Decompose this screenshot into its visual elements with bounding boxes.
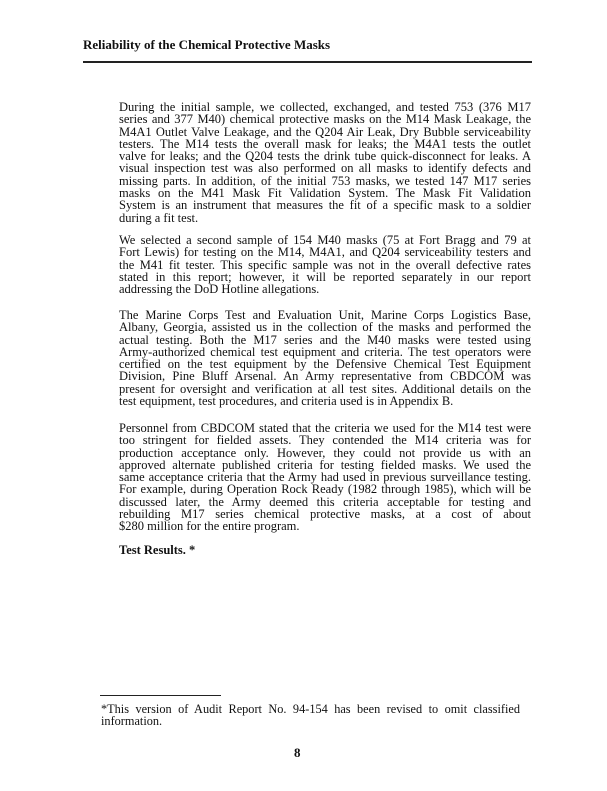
text-line: visual inspection test was also performed on all masks to identify defects and (119, 161, 531, 176)
text-line: rebuilding M17 series chemical protective masks, at a cost of about (119, 507, 531, 522)
text-line: present for oversight and verification at all test sites. Additional details on the (119, 381, 531, 396)
text-line: same acceptance criteria that the Army had used in previous surveillance testing. (119, 470, 531, 485)
text-line: stated in this report; however, it will be reported separately in our report (119, 269, 531, 284)
text-line: Division, Pine Bluff Arsenal. An Army representative from CBDCOM was (119, 369, 531, 384)
text-line: testers. The M14 tests the overall mask for leaks; the M4A1 tests the outlet (119, 136, 531, 151)
text-line: For example, during Operation Rock Ready (1982 through 1985), which will be (119, 482, 531, 497)
text-line: series and 377 M40) chemical protective masks on the M14 Mask Leakage, the (119, 112, 531, 127)
footnote-rule (100, 695, 221, 696)
paragraph-initial-sample (119, 101, 531, 224)
text-line: The Marine Corps Test and Evaluation Unit, Marine Corps Logistics Base, (119, 308, 531, 322)
text-line: addressing the DoD Hotline allegations. (119, 282, 320, 297)
text-line: Army-authorized chemical test equipment and criteria. The test operators were (119, 344, 531, 359)
footnote-line: information. (101, 714, 163, 729)
text-line: System is an instrument that measures the fit of a specific mask to a soldier (119, 198, 531, 213)
header-rule (83, 61, 532, 63)
paragraph-marine-corps-testing (119, 309, 531, 407)
footnote (101, 703, 520, 728)
text-line: certified on the test equipment by the Defensive Chemical Test Equipment (119, 357, 531, 372)
text-line: actual testing. Both the M17 series and the M40 masks were tested using (119, 332, 531, 347)
text-line: discussed later, the Army deemed this criteria acceptable for testing and (119, 494, 531, 509)
text-line: too stringent for fielded assets. They contended the M14 criteria was for (119, 433, 531, 448)
text-line: test equipment, test procedures, and criteria used is in Appendix B. (119, 394, 454, 409)
text-line: the M41 fit tester. This specific sample was not in the overall defective rates (119, 257, 531, 272)
text-line: During the initial sample, we collected, exchanged, and tested 753 (376 M17 (119, 100, 531, 114)
text-line: approved alternate published criteria for testing fielded masks. We used the (119, 457, 531, 472)
text-line: Albany, Georgia, assisted us in the collection of the masks and performed the (119, 320, 531, 335)
text-line: Fort Lewis) for testing on the M14, M4A1, and Q204 serviceability testers and (119, 245, 531, 260)
text-line: during a fit test. (119, 210, 199, 225)
text-line: masks on the M41 Mask Fit Validation System. The Mask Fit Validation (119, 186, 531, 201)
text-line: $280 million for the entire program. (119, 519, 300, 534)
text-line: Personnel from CBDCOM stated that the criteria we used for the M14 test were (119, 421, 531, 435)
running-header: Reliability of the Chemical Protective Masks (83, 37, 331, 52)
section-heading-test-results: Test Results. * (119, 543, 196, 557)
paragraph-cbdcom-criteria (119, 422, 531, 533)
footnote-line: *This version of Audit Report No. 94-154 has been revised to omit classified (101, 702, 520, 716)
text-line: M4A1 Outlet Valve Leakage, and the Q204 Air Leak, Dry Bubble serviceability (119, 124, 531, 139)
text-line: We selected a second sample of 154 M40 masks (75 at Fort Bragg and 79 at (119, 233, 531, 247)
text-line: missing parts. In addition, of the initial 753 masks, we tested 147 M17 series (119, 173, 531, 188)
page-number: 8 (294, 745, 301, 760)
text-line: valve for leaks; and the Q204 tests the drink tube quick-disconnect for leaks. A (119, 149, 531, 164)
text-line: production acceptance only. However, they could not provide us with an (119, 445, 531, 460)
paragraph-second-sample (119, 234, 531, 295)
